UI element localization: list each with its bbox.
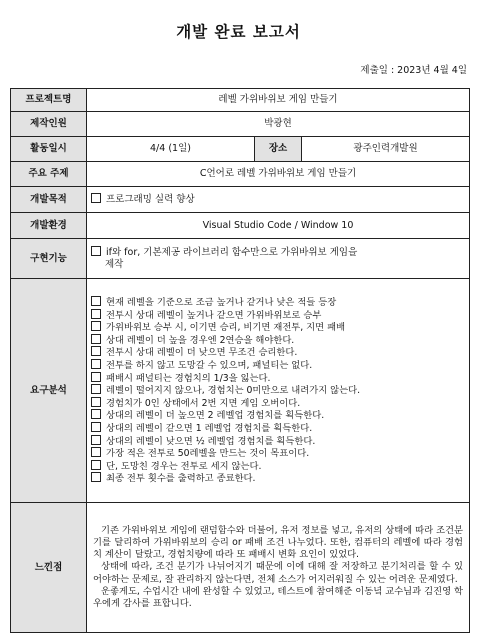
req-item-text: 상대의 레벨이 같으면 1 레벨업 경험치를 획득한다. bbox=[106, 423, 313, 435]
req-item-text: 레벨이 떨어지지 않으나, 경험치는 0미만으로 내려가지 않는다. bbox=[106, 385, 361, 397]
label-topic: 주요 주제 bbox=[11, 162, 87, 187]
value-place: 광주인력개발원 bbox=[302, 137, 470, 162]
checkbox-icon bbox=[91, 309, 101, 319]
impl-line1: if와 for, 기본제공 라이브러리 함수만으로 가위바위보 게임을 bbox=[106, 247, 358, 259]
req-item bbox=[91, 296, 465, 309]
checkbox-icon bbox=[91, 372, 101, 382]
row-topic bbox=[11, 162, 470, 187]
req-item bbox=[91, 472, 465, 485]
req-item bbox=[91, 334, 465, 347]
req-item-text: 최종 전투 횟수를 출력하고 종료한다. bbox=[106, 473, 256, 485]
value-project: 레벨 가위바위보 게임 만들기 bbox=[87, 89, 470, 112]
report-title: 개발 완료 보고서 bbox=[176, 23, 301, 41]
row-env bbox=[11, 213, 470, 239]
feedback-paragraph: 상태에 따라, 조건 분기가 나뉘어지기 때문에 이에 대해 잘 저장하고 분기처리를 할 수 있어야하는 문제로, 잘 관리하지 않는다면, 전체 소스가 어지러워질 수 있는 어려운 문제였다. bbox=[93, 561, 464, 585]
value-feedback bbox=[87, 503, 470, 633]
req-item-text: 상대의 레벨이 낮으면 ½ 레벨업 경험치를 획득한다. bbox=[106, 435, 316, 447]
req-item-text: 상대의 레벨이 더 높으면 2 레벨업 경험치를 획득한다. bbox=[106, 410, 325, 422]
req-item bbox=[91, 359, 465, 372]
row-req bbox=[11, 279, 470, 503]
submit-date: 제출일 : 2023년 4월 4일 bbox=[360, 65, 467, 76]
row-purpose bbox=[11, 187, 470, 213]
req-item-text: 단, 도망친 경우는 전투로 세지 않는다. bbox=[106, 460, 262, 472]
value-impl bbox=[87, 239, 470, 279]
checkbox-icon bbox=[91, 460, 101, 470]
req-item-text: 패배시 패널티는 경험치의 1/3을 잃는다. bbox=[106, 372, 271, 384]
value-req bbox=[87, 279, 470, 503]
req-item-text: 전투시 상대 레벨이 더 낮으면 무조건 승리한다. bbox=[106, 347, 298, 359]
req-item bbox=[91, 409, 465, 422]
label-req: 요구분석 bbox=[11, 279, 87, 503]
req-item bbox=[91, 309, 465, 322]
row-project bbox=[11, 89, 470, 112]
checkbox-icon bbox=[91, 435, 101, 445]
checkbox-icon bbox=[91, 422, 101, 432]
value-staff: 박광현 bbox=[87, 112, 470, 137]
label-place: 장소 bbox=[255, 137, 302, 162]
req-item-text: 전투시 상대 레벨이 높거나 같으면 가위바위보로 승부 bbox=[106, 309, 322, 321]
label-purpose: 개발목적 bbox=[11, 187, 87, 213]
req-item-text: 가장 적은 전투로 50레벨을 만드는 것이 목표이다. bbox=[106, 448, 310, 460]
req-item bbox=[91, 397, 465, 410]
label-project: 프로젝트명 bbox=[11, 89, 87, 112]
req-item-text: 전투를 하지 않고 도망갈 수 있으며, 패널티는 없다. bbox=[106, 359, 313, 371]
impl-line2: 제작 bbox=[105, 259, 124, 270]
checkbox-icon bbox=[91, 334, 101, 344]
feedback-paragraph: 기존 가위바위보 게임에 랜덤함수와 더불어, 유저 정보를 넣고, 유저의 상태에 따라 조건분기를 달리하여 가위바위보의 승리 or 패배 조건 나누었다. 또한, 컴퓨터의 레벨에 따라 경험치 계산이 달랐고, 경험치량에 따라 또 패배시 변화 요인이 있었다. bbox=[93, 525, 464, 561]
req-item bbox=[91, 384, 465, 397]
req-list bbox=[91, 296, 465, 485]
label-feedback: 느낀점 bbox=[11, 503, 87, 633]
checkbox-icon bbox=[91, 472, 101, 482]
req-item bbox=[91, 447, 465, 460]
checkbox-icon bbox=[91, 296, 101, 306]
value-topic: C언어로 레벨 가위바위보 게임 만들기 bbox=[87, 162, 470, 187]
req-item-text: 현재 레벨을 기준으로 조금 높거나 같거나 낮은 적들 등장 bbox=[106, 296, 337, 308]
row-impl bbox=[11, 239, 470, 279]
label-staff: 제작인원 bbox=[11, 112, 87, 137]
req-item-text: 상대 레벨이 더 높을 경우엔 2연승을 해야한다. bbox=[106, 334, 295, 346]
row-feedback bbox=[11, 503, 470, 633]
req-item bbox=[91, 372, 465, 385]
feedback-text bbox=[93, 525, 463, 610]
feedback-paragraph: 운좋게도, 수업시간 내에 완성할 수 있었고, 테스트에 참여해준 이동녘 교수님과 김진영 학우에게 감사를 표합니다. bbox=[93, 585, 464, 609]
label-schedule: 활동일시 bbox=[11, 137, 87, 162]
label-env: 개발환경 bbox=[11, 213, 87, 239]
checkbox-icon bbox=[91, 346, 101, 356]
checkbox-icon bbox=[91, 397, 101, 407]
value-schedule: 4/4 (1일) bbox=[87, 137, 255, 162]
req-item bbox=[91, 435, 465, 448]
checkbox-icon bbox=[91, 193, 101, 203]
row-schedule bbox=[11, 137, 470, 162]
req-item-text: 가위바위보 승부 시, 이기면 승리, 비기면 재전투, 지면 패배 bbox=[106, 322, 346, 334]
req-item bbox=[91, 460, 465, 473]
req-item bbox=[91, 422, 465, 435]
checkbox-icon bbox=[91, 359, 101, 369]
req-item-text: 경험치가 0인 상태에서 2번 지면 게임 오버이다. bbox=[106, 397, 301, 409]
req-item bbox=[91, 346, 465, 359]
checkbox-icon bbox=[91, 321, 101, 331]
checkbox-icon bbox=[91, 447, 101, 457]
report-table bbox=[10, 88, 470, 633]
purpose-text: 프로그래밍 실력 향상 bbox=[106, 194, 195, 206]
row-staff bbox=[11, 112, 470, 137]
value-purpose bbox=[87, 187, 470, 213]
value-env: Visual Studio Code / Window 10 bbox=[87, 213, 470, 239]
req-item bbox=[91, 321, 465, 334]
checkbox-icon bbox=[91, 384, 101, 394]
label-impl: 구현기능 bbox=[11, 239, 87, 279]
checkbox-icon bbox=[91, 409, 101, 419]
checkbox-icon bbox=[91, 246, 101, 256]
